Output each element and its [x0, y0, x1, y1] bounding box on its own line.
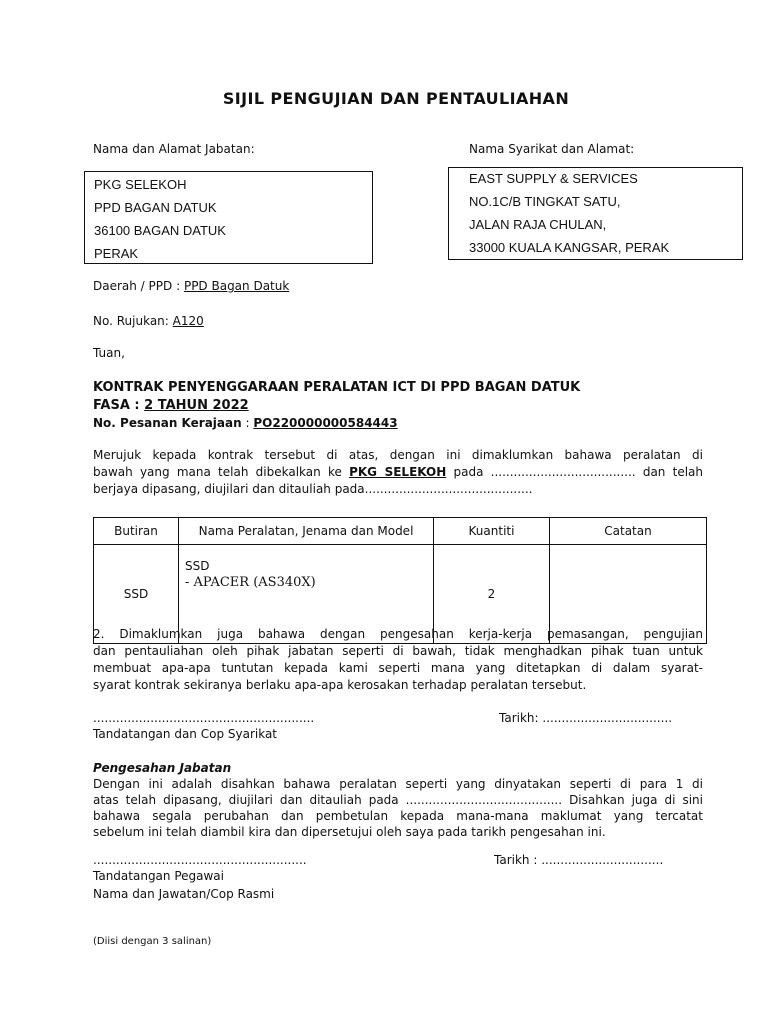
header-nama-peralatan: Nama Peralatan, Jenama dan Model: [179, 518, 434, 545]
syarikat-line-1: EAST SUPPLY & SERVICES: [469, 171, 638, 186]
pengesahan-line-2: atas telah dipasang, diujilari dan ditauliah pada ......................................... Disahkan juga di sini: [93, 793, 703, 807]
para2-line-1: 2. Dimaklumkan juga bahawa dengan pengesahan kerja-kerja pemasangan, pengujian: [93, 627, 703, 641]
rujukan-row: [93, 314, 204, 328]
rujukan-value: A120: [172, 314, 204, 328]
para1-school-name: PKG SELEKOH: [349, 465, 447, 479]
officer-signature-line: ........................................................: [93, 853, 307, 867]
para1-line-3: berjaya dipasang, diujilari dan ditauliah pada............................................: [93, 482, 533, 496]
syarikat-address-box: [448, 167, 743, 260]
jabatan-address-box: [84, 171, 373, 264]
header-butiran: Butiran: [94, 518, 179, 545]
daerah-row: [93, 279, 289, 293]
para2-line-2: dan pentauliahan oleh pihak jabatan seperti di bawah, tidak menghadkan pihak tuan untuk: [93, 644, 703, 658]
pesanan-separator: :: [245, 416, 250, 430]
company-signature-line: ..........................................................: [93, 711, 315, 725]
pengesahan-line-3: bahawa segala perubahan dan pembetulan kepada mana-mana maklumat yang tercatat: [93, 809, 703, 823]
officer-date-field: Tarikh : ................................: [494, 853, 664, 867]
fasa-row: [93, 398, 249, 413]
paragraph-2: [93, 626, 703, 694]
equipment-table: [93, 517, 707, 644]
fasa-value: 2 TAHUN 2022: [144, 398, 249, 413]
para2-line-4: syarat kontrak sekiranya berlaku apa-apa kerosakan terhadap peralatan tersebut.: [93, 678, 587, 692]
nama-line-1: SSD: [185, 559, 210, 573]
syarikat-line-4: 33000 KUALA KANGSAR, PERAK: [469, 240, 670, 255]
daerah-label: Daerah / PPD :: [93, 279, 181, 293]
fasa-label: FASA :: [93, 398, 140, 413]
company-date-field: Tarikh: ..................................: [499, 711, 673, 725]
para1-line-2-pre: bawah yang mana telah dibekalkan ke: [93, 465, 342, 479]
pesanan-row: [93, 416, 398, 430]
document-title: SIJIL PENGUJIAN DAN PENTAULIAHAN: [222, 89, 570, 108]
officer-signature-label: Tandatangan Pegawai: [93, 869, 224, 883]
header-catatan: Catatan: [550, 518, 707, 545]
pengesahan-heading: Pengesahan Jabatan: [93, 761, 232, 775]
pesanan-label: No. Pesanan Kerajaan: [93, 416, 242, 430]
syarikat-line-2: NO.1C/B TINGKAT SATU,: [469, 194, 621, 209]
daerah-value: PPD Bagan Datuk: [183, 279, 290, 293]
cell-kuantiti: 2: [434, 545, 550, 644]
pengesahan-line-4: sebelum ini telah diambil kira dan dipersetujui oleh saya pada tarikh pengesahan ini.: [93, 825, 606, 839]
paragraph-1: [93, 447, 703, 498]
pengesahan-line-1: Dengan ini adalah disahkan bahawa peralatan seperti yang dinyatakan seperti di para 1 di: [93, 777, 703, 791]
salutation: Tuan,: [93, 346, 125, 360]
nama-line-2: - APACER (AS340X): [185, 575, 316, 590]
officer-name-label: Nama dan Jawatan/Cop Rasmi: [93, 887, 275, 901]
jabatan-line-3: 36100 BAGAN DATUK: [94, 223, 226, 238]
kontrak-heading: KONTRAK PENYENGGARAAN PERALATAN ICT DI PPD BAGAN DATUK: [93, 380, 581, 395]
jabatan-line-2: PPD BAGAN DATUK: [94, 200, 217, 215]
cell-butiran: SSD: [94, 545, 179, 644]
para1-line-2-post: pada ...................................... dan telah: [453, 465, 703, 479]
header-kuantiti: Kuantiti: [434, 518, 550, 545]
jabatan-line-4: PERAK: [94, 246, 139, 261]
para2-line-3: membuat apa-apa tuntutan kepada kami seperti mana yang ditetapkan di dalam syarat-: [93, 661, 703, 675]
para1-line-2: [93, 464, 703, 481]
company-signature-label: Tandatangan dan Cop Syarikat: [93, 727, 278, 741]
footnote: (Diisi dengan 3 salinan): [93, 936, 212, 947]
pesanan-value: PO220000000584443: [253, 416, 398, 430]
syarikat-label: Nama Syarikat dan Alamat:: [469, 142, 635, 156]
jabatan-line-1: PKG SELEKOH: [94, 177, 187, 192]
syarikat-line-3: JALAN RAJA CHULAN,: [469, 217, 607, 232]
pengesahan-paragraph: [93, 776, 703, 840]
jabatan-label: Nama dan Alamat Jabatan:: [93, 142, 255, 156]
rujukan-label: No. Rujukan:: [93, 314, 169, 328]
para1-line-1: Merujuk kepada kontrak tersebut di atas, dengan ini dimaklumkan bahawa peralatan di: [93, 448, 703, 462]
table-header-row: [94, 518, 707, 545]
